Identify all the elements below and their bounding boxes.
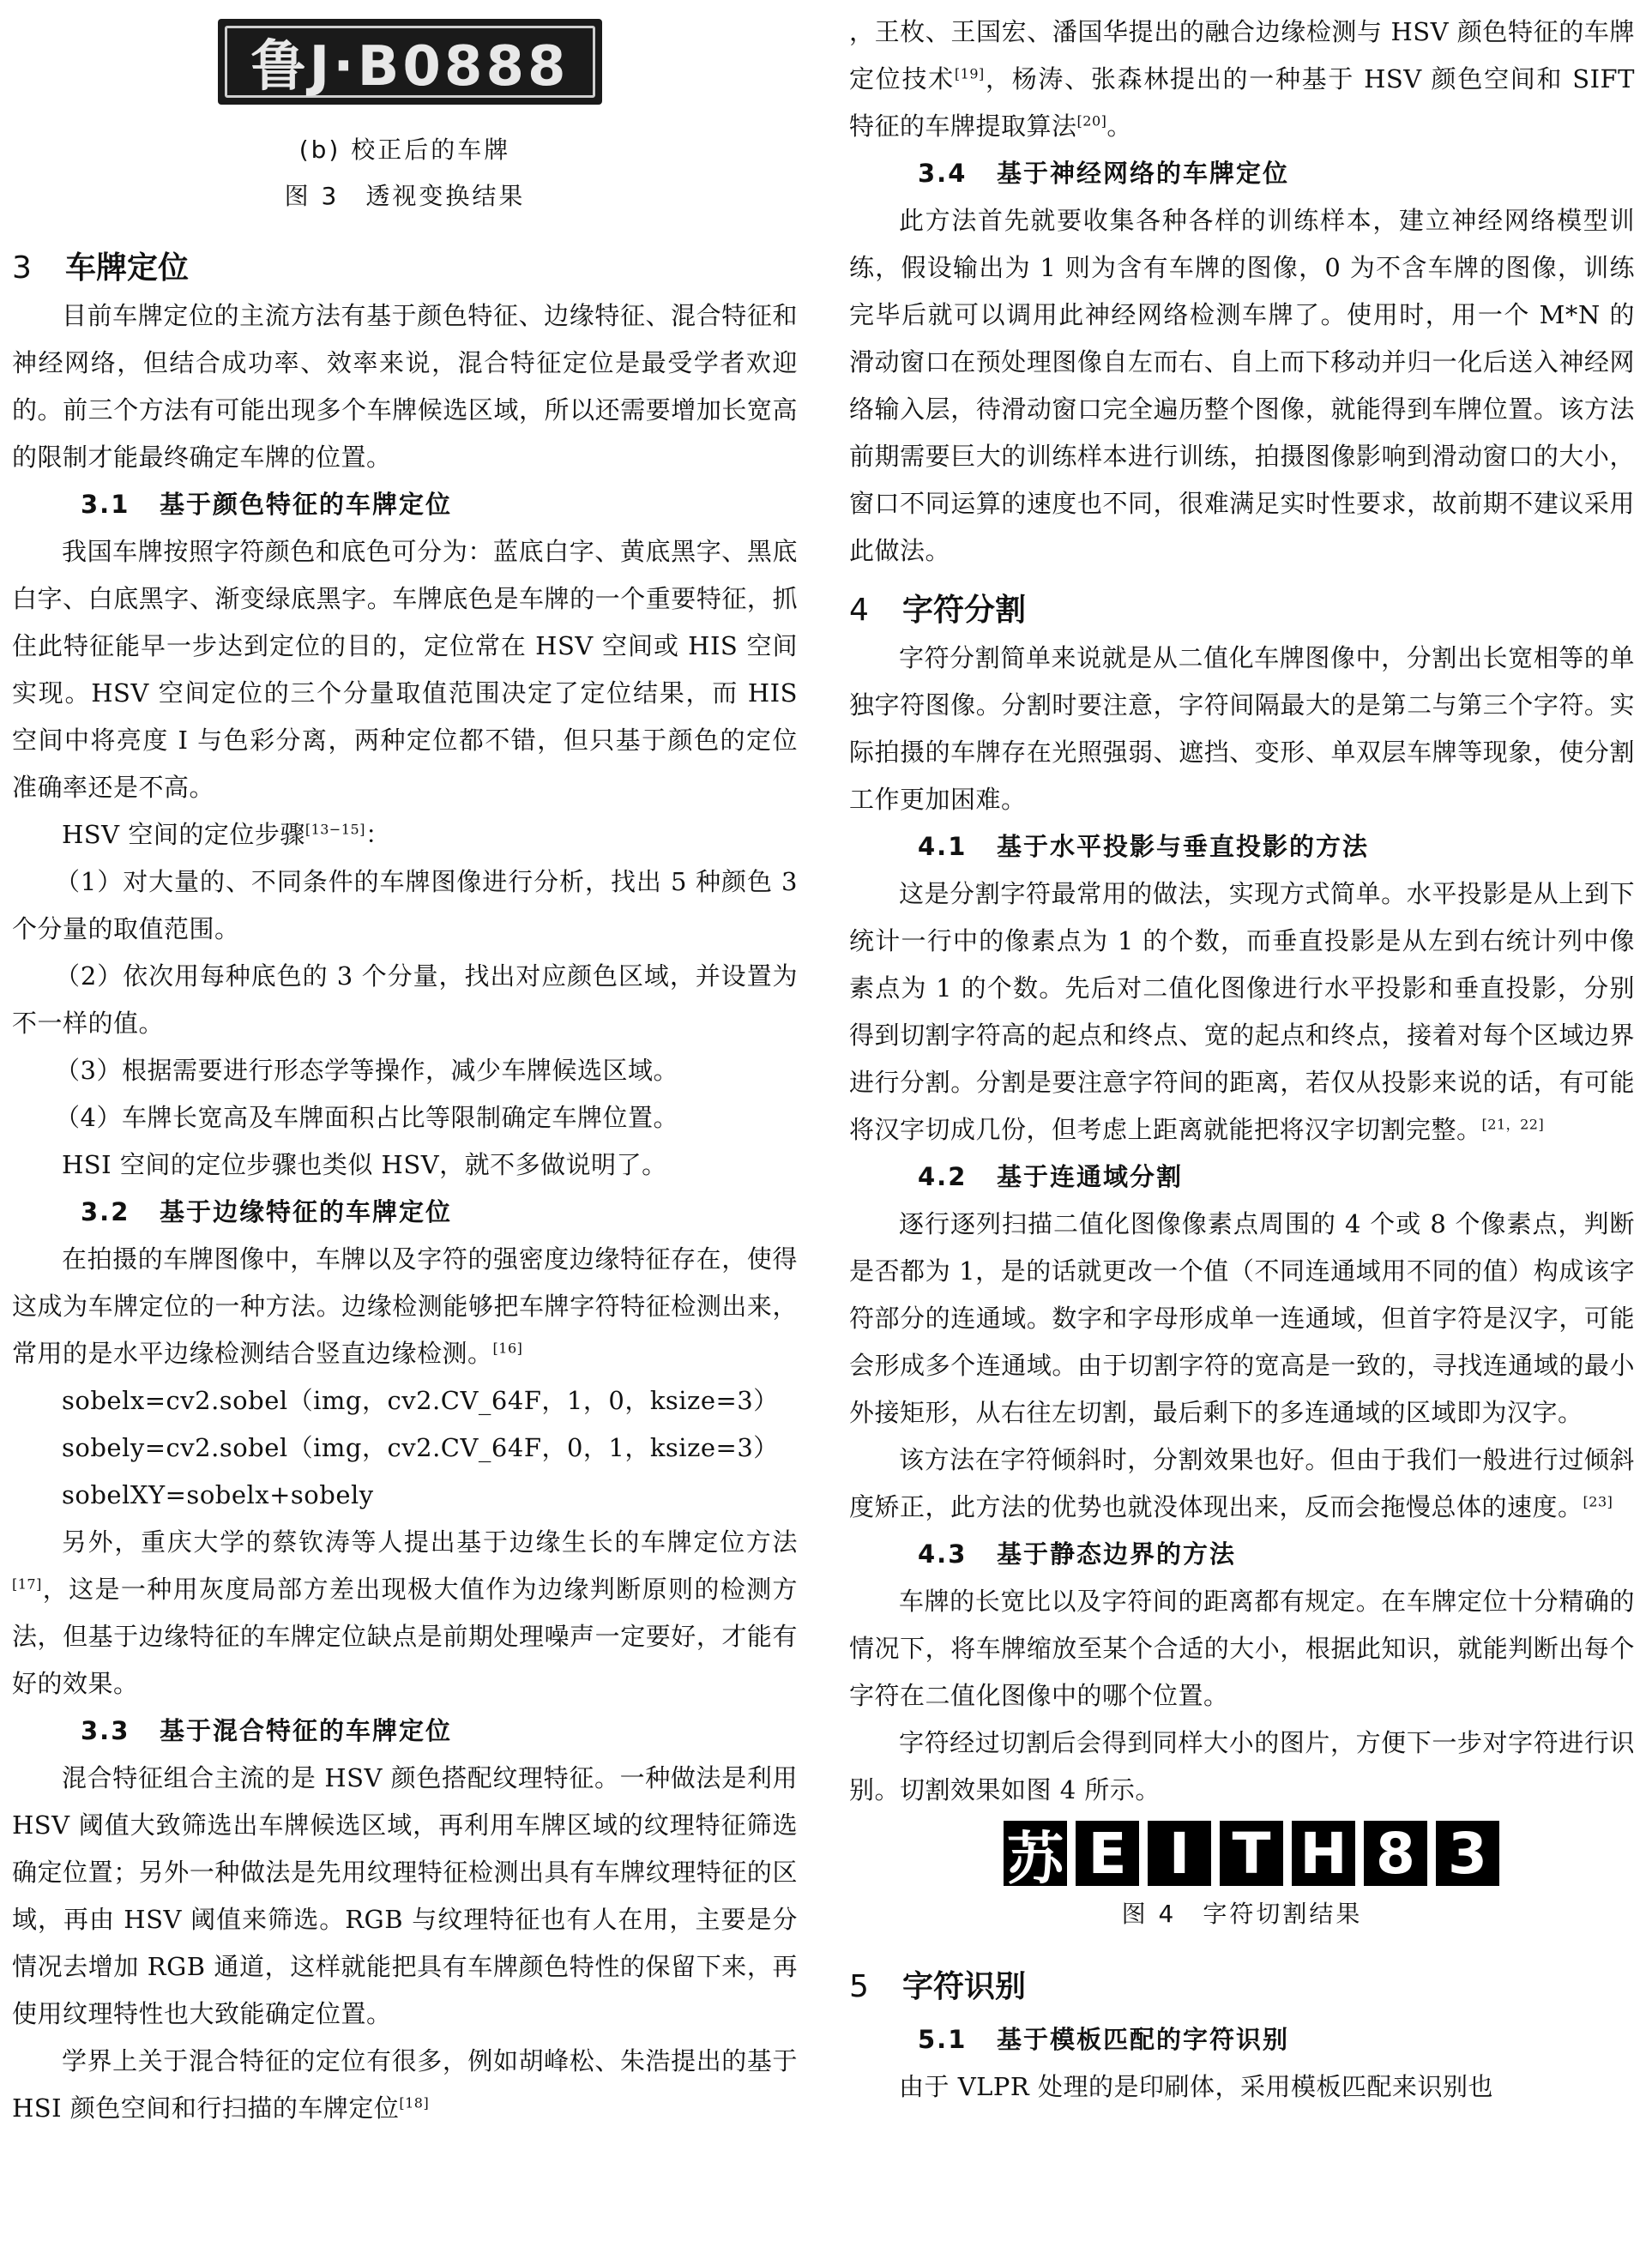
section-3-3-para-2-continued — [849, 9, 1635, 150]
section-4-2-para-1: 逐行逐列扫描二值化图像像素点周围的 4 个或 8 个像素点，判断是否都为 1，是的话就更改一个值（不同连通域用不同的值）构成该字符部分的连通域。数字和字母形成单一连通域，但首字符是汉字，可能会形成多个连通域。由于切割字符的宽高是一致的，寻找连通域的最小外接矩形，从右往左切割，最后剩下的多连通域的区域即为汉字。 — [849, 1209, 1635, 1427]
section-3-heading — [12, 244, 798, 292]
section-5-1-heading — [849, 2016, 1635, 2063]
citation-20: [20] — [1076, 112, 1107, 130]
section-3-2-heading — [12, 1189, 798, 1236]
figure3-sub-caption: (b) 校正后的车牌 — [298, 136, 511, 164]
section-4-2-para-2-text: 该方法在字符倾斜时，分割效果也好。但由于我们一般进行过倾斜度矫正，此方法的优势也就没体现出来，反而会拖慢总体的速度。 — [849, 1445, 1635, 1521]
section-3-2-para-1 — [12, 1236, 798, 1377]
step-4: （4）车牌长宽高及车牌面积占比等限制确定车牌位置。 — [55, 1103, 678, 1132]
section-3-2-para-2-a: 另外，重庆大学的蔡钦涛等人提出基于边缘生长的车牌定位方法 — [62, 1527, 798, 1557]
period: 。 — [1106, 111, 1132, 141]
figure4-caption: 图 4 字符切割结果 — [1121, 1900, 1363, 1928]
section-4-1-number: 4.1 — [918, 832, 968, 861]
citation-19: [19] — [954, 65, 985, 82]
section-3-3-para-2-a: 学界上关于混合特征的定位有很多，例如胡峰松、朱浩提出的基于 HSI 颜色空间和行扫描的车牌定位 — [12, 2046, 798, 2123]
code-line-1: sobelx=cv2.sobel（img，cv2.CV_64F，1，0，ksize=3） — [62, 1386, 779, 1415]
section-4-3-title: 基于静态边界的方法 — [997, 1539, 1237, 1569]
figure3-caption: 图 3 透视变换结果 — [284, 182, 526, 210]
section-4-2-number: 4.2 — [918, 1162, 968, 1191]
section-3-1-number: 3.1 — [81, 490, 130, 519]
citation-17: [17] — [12, 1575, 42, 1593]
figure-4 — [849, 1814, 1635, 1891]
citation-21-22: [21，22] — [1481, 1116, 1545, 1133]
section-4-title: 字符分割 — [902, 593, 1027, 628]
step-3: （3）根据需要进行形态学等操作，减少车牌候选区域。 — [55, 1056, 678, 1085]
char-segment: I — [1148, 1821, 1211, 1886]
section-5-heading — [849, 1963, 1635, 2011]
section-3-2-number: 3.2 — [81, 1197, 130, 1226]
section-3-3-para-2-c: ，杨涛、张森林提出的一种基于 HSV 颜色空间和 SIFT 特征的车牌提取算法 — [849, 64, 1635, 141]
section-3-title: 车牌定位 — [65, 250, 190, 286]
section-3-2-para-2 — [12, 1519, 798, 1708]
citation-18: [18] — [399, 2094, 430, 2111]
citation-23: [23] — [1583, 1493, 1613, 1510]
section-3-2-para-2-b: ，这是一种用灰度局部方差出现极大值作为边缘判断原则的检测方法，但基于边缘特征的车牌定位缺点是前期处理噪声一定要好，才能有好的效果。 — [12, 1575, 798, 1698]
step-2: （2）依次用每种底色的 3 个分量，找出对应颜色区域，并设置为不一样的值。 — [12, 961, 798, 1038]
section-3-3-para-2-left — [12, 2038, 798, 2132]
section-3-1-heading — [12, 481, 798, 528]
char-segment: E — [1076, 1821, 1139, 1886]
section-3-number: 3 — [12, 250, 32, 286]
section-3-3-title: 基于混合特征的车牌定位 — [160, 1716, 453, 1745]
section-5-1-para-1: 由于 VLPR 处理的是印刷体，采用模板匹配来识别也 — [899, 2072, 1493, 2101]
section-4-2-heading — [849, 1154, 1635, 1201]
citation-16: [16] — [492, 1340, 523, 1357]
section-4-3-heading — [849, 1531, 1635, 1578]
char-segment: 8 — [1364, 1821, 1427, 1886]
section-3-1-para-2 — [12, 811, 798, 858]
section-5-number: 5 — [849, 1969, 869, 2004]
section-3-4-number: 3.4 — [918, 159, 968, 188]
char-segment: 3 — [1436, 1821, 1499, 1886]
char-segments — [1004, 1820, 1499, 1892]
section-4-3-number: 4.3 — [918, 1539, 968, 1569]
section-3-4-para-1: 此方法首先就要收集各种各样的训练样本，建立神经网络模型训练，假设输出为 1 则为含有车牌的图像，0 为不含车牌的图像，训练完毕后就可以调用此神经网络检测车牌了。使用时，用一个 M*N 的滑动窗口在预处理图像自左而右、自上而下移动并归一化后送入神经网络输入层，待滑动窗口完全遍历整个图像，就能得到车牌位置。该方法前期需要巨大的训练样本进行训练，拍摄图像影响到滑动窗口的大小，窗口不同运算的速度也不同，很难满足实时性要求，故前期不建议采用此做法。 — [849, 206, 1635, 565]
char-segment: T — [1220, 1821, 1283, 1886]
section-3-3-heading — [12, 1708, 798, 1755]
plate-text: 鲁J·B0888 — [250, 35, 570, 99]
section-3-1-title: 基于颜色特征的车牌定位 — [160, 490, 453, 519]
section-4-3-para-1: 车牌的长宽比以及字符间的距离都有规定。在车牌定位十分精确的情况下，将车牌缩放至某个合适的大小，根据此知识，就能判断出每个字符在二值化图像中的哪个位置。 — [849, 1587, 1635, 1710]
section-4-1-para-1-text: 这是分割字符最常用的做法，实现方式简单。水平投影是从上到下统计一行中的像素点为 1 的个数，而垂直投影是从左到右统计列中像素点为 1 的个数。先后对二值化图像进行水平投影和垂直投影，分别得到切割字符高的起点和终点、宽的起点和终点，接着对每个区域边界进行分割。分割是要注意字符间的距离，若仅从投影来说的话，有可能将汉字切成几份，但考虑上距离就能把将汉字切割完整。 — [849, 879, 1635, 1144]
section-3-2-title: 基于边缘特征的车牌定位 — [160, 1197, 453, 1226]
step-1: （1）对大量的、不同条件的车牌图像进行分析，找出 5 种颜色 3 个分量的取值范围。 — [12, 867, 798, 943]
section-4-heading — [849, 587, 1635, 635]
corrected-plate-image — [218, 19, 602, 105]
section-3-3-para-1: 混合特征组合主流的是 HSV 颜色搭配纹理特征。一种做法是利用 HSV 阈值大致筛选出车牌候选区域，再利用车牌区域的纹理特征筛选确定位置；另外一种做法是先用纹理特征检测出具有车牌纹理特征的区域，再由 HSV 阈值来筛选。RGB 与纹理特征也有人在用，主要是分情况去增加 RGB 通道，这样就能把具有车牌颜色特性的保留下来，再使用纹理特性也大致能确定位置。 — [12, 1763, 798, 2028]
section-3-2-para-1-text: 在拍摄的车牌图像中，车牌以及字符的强密度边缘特征存在，使得这成为车牌定位的一种方法。边缘检测能够把车牌字符特征检测出来，常用的是水平边缘检测结合竖直边缘检测。 — [12, 1244, 798, 1368]
section-4-1-para-1 — [849, 870, 1635, 1154]
citation-13-15: [13−15] — [304, 821, 365, 838]
section-3-3-para-2-b: ，王枚、王国宏、潘国华提出的融合边缘检测与 HSV 颜色特征的车牌定位技术 — [849, 17, 1635, 93]
section-4-intro: 字符分割简单来说就是从二值化车牌图像中，分割出长宽相等的单独字符图像。分割时要注意，字符间隔最大的是第二与第三个字符。实际拍摄的车牌存在光照强弱、遮挡、变形、单双层车牌等现象，使分割工作更加困难。 — [849, 643, 1635, 814]
section-4-1-title: 基于水平投影与垂直投影的方法 — [997, 832, 1370, 861]
section-3-4-title: 基于神经网络的车牌定位 — [997, 159, 1290, 188]
section-3-1-para-1: 我国车牌按照字符颜色和底色可分为：蓝底白字、黄底黑字、黑底白字、白底黑字、渐变绿底黑字。车牌底色是车牌的一个重要特征，抓住此特征能早一步达到定位的目的，定位常在 HSV 空间或 HIS 空间实现。HSV 空间定位的三个分量取值范围决定了定位结果，而 HIS 空间中将亮度 I 与色彩分离，两种定位都不错，但只基于颜色的定位准确率还是不高。 — [12, 537, 798, 802]
char-segment: 苏 — [1004, 1821, 1067, 1886]
section-4-3-para-2: 字符经过切割后会得到同样大小的图片，方便下一步对字符进行识别。切割效果如图 4 所示。 — [849, 1728, 1635, 1804]
section-5-title: 字符识别 — [902, 1969, 1027, 2004]
hsv-steps-intro: HSV 空间的定位步骤 — [62, 820, 305, 849]
section-4-number: 4 — [849, 593, 869, 628]
section-4-1-heading — [849, 823, 1635, 870]
section-5-1-title: 基于模板匹配的字符识别 — [997, 2025, 1290, 2054]
colon: ： — [365, 820, 391, 849]
section-3-1-para-3: HSI 空间的定位步骤也类似 HSV，就不多做说明了。 — [62, 1150, 667, 1179]
char-segment: H — [1292, 1821, 1355, 1886]
code-line-2: sobely=cv2.sobel（img，cv2.CV_64F，0，1，ksize=3） — [62, 1433, 779, 1462]
section-3-intro: 目前车牌定位的主流方法有基于颜色特征、边缘特征、混合特征和神经网络，但结合成功率、效率来说，混合特征定位是最受学者欢迎的。前三个方法有可能出现多个车牌候选区域，所以还需要增加长宽高的限制才能最终确定车牌的位置。 — [12, 301, 798, 472]
section-4-2-para-2 — [849, 1437, 1635, 1531]
section-4-2-title: 基于连通域分割 — [997, 1162, 1184, 1191]
section-3-3-number: 3.3 — [81, 1716, 130, 1745]
section-5-1-number: 5.1 — [918, 2025, 968, 2054]
code-line-3: sobelXY=sobelx+sobely — [62, 1480, 374, 1509]
section-3-4-heading — [849, 150, 1635, 197]
